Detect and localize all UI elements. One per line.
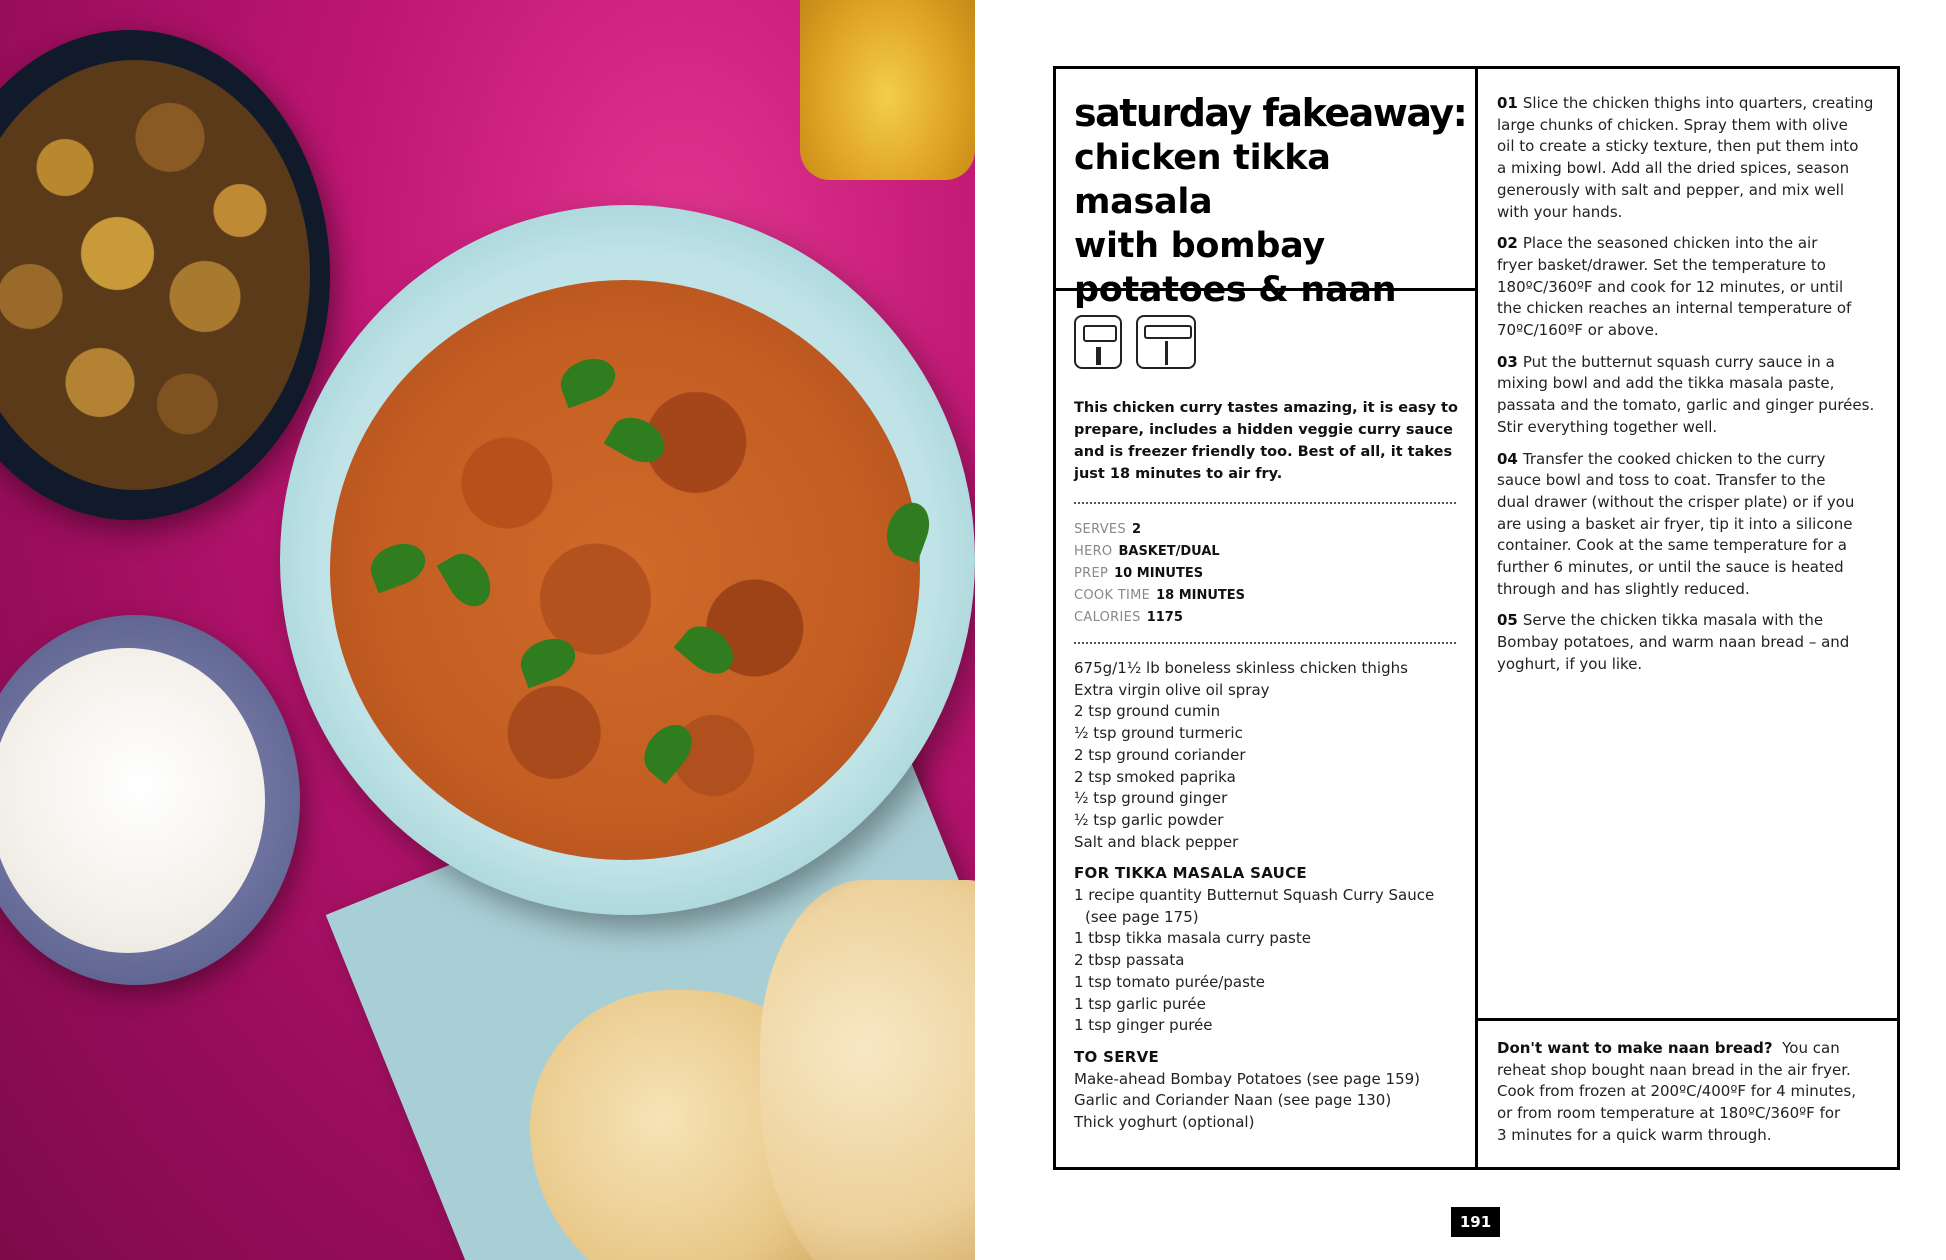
tip-line: or from room temperature at 180ºC/360ºF for [1497, 1104, 1841, 1123]
step-line: container. Cook at the same temperature for a [1497, 536, 1847, 555]
ingredient-item: 1 recipe quantity Butternut Squash Curry Sauce [1074, 886, 1435, 905]
title-line: with bombay [1074, 226, 1325, 266]
tip-line [1497, 1038, 1882, 1060]
meta-prep [1074, 563, 1459, 585]
meta-label: SERVES [1074, 522, 1126, 537]
yoghurt [0, 648, 265, 953]
recipe-title [1074, 90, 1474, 312]
meta-value: 10 MINUTES [1114, 566, 1204, 581]
meta-value: 2 [1131, 522, 1141, 537]
ingredient-item: 2 tbsp passata [1074, 951, 1185, 970]
step-line: the chicken reaches an internal temperature of [1497, 299, 1852, 318]
step-line [1497, 352, 1879, 374]
method-step [1497, 352, 1879, 439]
title-line: saturday fakeaway: [1074, 91, 1467, 135]
appliance-icons [1074, 315, 1196, 369]
ingredient-item: 675g/1½ lb boneless skinless chicken thighs [1074, 659, 1408, 677]
step-line: large chunks of chicken. Spray them with olive [1497, 115, 1848, 134]
step-number: 02 [1497, 234, 1518, 253]
ingredient-item: Make-ahead Bombay Potatoes (see page 159) [1074, 1069, 1421, 1088]
ingredient-item: 1 tsp ginger purée [1074, 1016, 1213, 1035]
recipe-intro: This chicken curry tastes amazing, it is easy to prepare, includes a hidden veggie curry sauce and is freezer friendly too. Best of all, it takes just 18 minutes to air fry. [1074, 400, 1458, 482]
step-line: further 6 minutes, or until the sauce is heated [1497, 558, 1844, 577]
recipe-meta [1074, 519, 1459, 629]
ingredient-item: ½ tsp ground ginger [1074, 789, 1228, 808]
drink-glass [800, 0, 975, 180]
step-line: with your hands. [1497, 202, 1623, 221]
step-line: yoghurt, if you like. [1497, 654, 1643, 673]
step-line: mixing bowl and add the tikka masala paste, [1497, 374, 1835, 393]
title-line: potatoes & naan [1074, 270, 1397, 310]
step-line [1497, 449, 1879, 471]
ingredient-item: ½ tsp ground turmeric [1074, 724, 1243, 743]
ingredient-item: 1 tsp garlic purée [1074, 994, 1206, 1013]
basket-air-fryer-icon [1074, 315, 1122, 369]
step-line: generously with salt and pepper, and mix well [1497, 180, 1845, 199]
serve-heading: TO SERVE [1074, 1047, 1160, 1066]
ingredient-item: Garlic and Coriander Naan (see page 130) [1074, 1091, 1392, 1110]
ingredient-item: 2 tsp smoked paprika [1074, 767, 1236, 786]
meta-label: CALORIES [1074, 610, 1141, 625]
dotted-divider [1074, 642, 1456, 644]
step-text: Place the seasoned chicken into the air [1522, 234, 1818, 253]
step-line: Bombay potatoes, and warm naan bread – and [1497, 633, 1850, 652]
ingredient-item: 2 tsp ground coriander [1074, 745, 1246, 764]
step-line: 70ºC/160ºF or above. [1497, 321, 1659, 340]
tip-line: reheat shop bought naan bread in the air fryer. [1497, 1060, 1851, 1079]
sauce-heading: FOR TIKKA MASALA SAUCE [1074, 864, 1307, 883]
meta-calories [1074, 607, 1459, 629]
method-step [1497, 233, 1879, 342]
method-step [1497, 610, 1879, 675]
meta-label: PREP [1074, 566, 1109, 581]
ingredient-item: Thick yoghurt (optional) [1074, 1113, 1255, 1132]
step-line: dual drawer (without the crisper plate) or if you [1497, 492, 1855, 511]
step-text: Serve the chicken tikka masala with the [1522, 611, 1824, 630]
step-line [1497, 93, 1879, 115]
tip-line: Cook from frozen at 200ºC/400ºF for 4 minutes, [1497, 1082, 1856, 1101]
step-line: 180ºC/360ºF and cook for 12 minutes, or until [1497, 277, 1844, 296]
page-number: 191 [1451, 1207, 1500, 1237]
meta-serves [1074, 519, 1459, 541]
title-line: chicken tikka masala [1074, 138, 1331, 222]
step-number: 03 [1497, 352, 1518, 371]
ingredient-item: 1 tbsp tikka masala curry paste [1074, 929, 1311, 948]
naan-bread-right [760, 880, 975, 1260]
meta-hero [1074, 541, 1459, 563]
step-number: 04 [1497, 449, 1518, 468]
meta-value: 18 MINUTES [1156, 588, 1246, 603]
step-line: through and has slightly reduced. [1497, 579, 1750, 598]
tip-text: You can [1782, 1039, 1840, 1057]
ingredients-list [1074, 658, 1469, 1134]
meta-value: BASKET/DUAL [1118, 544, 1220, 559]
dual-drawer-air-fryer-icon [1136, 315, 1196, 369]
tip-heading: Don't want to make naan bread? [1497, 1039, 1773, 1057]
meta-value: 1175 [1146, 610, 1183, 625]
step-line: are using a basket air fryer, tip it into a silicone [1497, 514, 1853, 533]
step-number: 01 [1497, 94, 1518, 112]
step-text: Transfer the cooked chicken to the curry [1522, 449, 1826, 468]
meta-label: COOK TIME [1074, 588, 1151, 603]
ingredient-item: 1 tsp tomato purée/paste [1074, 972, 1266, 991]
method-steps [1497, 93, 1879, 686]
method-step [1497, 449, 1879, 601]
step-line: oil to create a sticky texture, then put them into [1497, 137, 1859, 156]
step-line: fryer basket/drawer. Set the temperature to [1497, 255, 1826, 274]
step-line [1497, 610, 1879, 632]
step-line: a mixing bowl. Add all the dried spices, season [1497, 159, 1850, 178]
step-number: 05 [1497, 611, 1518, 630]
step-text: Put the butternut squash curry sauce in a [1522, 352, 1835, 371]
step-line: sauce bowl and toss to coat. Transfer to the [1497, 471, 1826, 490]
meta-cook-time [1074, 585, 1459, 607]
step-line [1497, 233, 1879, 255]
dotted-divider [1074, 502, 1456, 504]
step-line: Stir everything together well. [1497, 417, 1718, 436]
ingredient-item: Salt and black pepper [1074, 832, 1239, 851]
tip-divider [1475, 1018, 1900, 1021]
step-text: Slice the chicken thighs into quarters, creating [1522, 94, 1874, 112]
method-step [1497, 93, 1879, 223]
ingredient-item: ½ tsp garlic powder [1074, 810, 1224, 829]
ingredient-item: Extra virgin olive oil spray [1074, 680, 1270, 699]
column-divider [1475, 66, 1478, 1170]
ingredient-item: 2 tsp ground cumin [1074, 702, 1221, 721]
naan-tip [1497, 1038, 1882, 1147]
ingredient-item: (see page 175) [1085, 907, 1199, 926]
meta-label: HERO [1074, 544, 1113, 559]
step-line: passata and the tomato, garlic and ginger purées. [1497, 396, 1875, 415]
tip-line: 3 minutes for a quick warm through. [1497, 1125, 1772, 1144]
